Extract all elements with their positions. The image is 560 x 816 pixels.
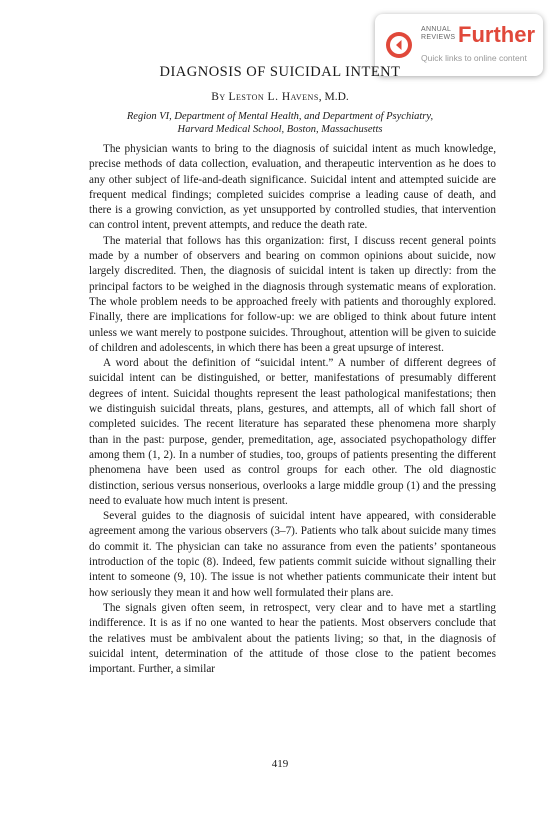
paragraph-3: A word about the definition of “suicidal intent.” A number of different degrees of suicidal intent can be distinguished, or better, manifestations of presumably different degrees of intent. Suicidal thoughts represent the least pathological manifestations; then we distinguish suicidal threats, plans, gestures, and attempts, all of which fall short of completed suicides. The recent literature has separated these phenomena more sharply than in the past: purpose, gender, premeditation, age, associated psychopathology differ among them (1, 2). In a number of studies, too, groups of patients presenting the different phenomena have been used as control groups for each other. The old diagnostic distinction, serious versus nonserious, overlooks a large middle group (1) and the pressing need to evaluate how much intent is present.	[89, 357, 496, 507]
article-author	[0, 91, 560, 103]
paragraph-5: The signals given often seem, in retrospect, very clear and to have met a startling indifference. It is as if no one wanted to hear the patients. Most observers conclude that the relatives must be ambivalent about the patients living; so that, in the diagnosis of suicidal intent, determination of the attitude of those close to the patient becomes important. Further, a similar	[89, 601, 496, 676]
badge-further-label: Further	[458, 22, 535, 47]
article-body	[89, 142, 496, 677]
page-number: 419	[271, 758, 289, 770]
paragraph-1: The physician wants to bring to the diagnosis of suicidal intent as much knowledge, precise methods of data collection, evaluation, and therapeutic intervention as he does to any other subject of life-and-death significance. Suicidal intent and attempted suicide are frequent medical findings; completed suicides comprise a leading cause of death, and there is a growing conviction, as yet unsupported by controlled studies, that intervention can control intent, prevent attempts, and reduce the death rate.	[89, 143, 496, 232]
badge-annual-reviews	[421, 26, 455, 42]
paragraph-4: Several guides to the diagnosis of suicidal intent have appeared, with considerable agreement among the various observers (3–7). Patients who talk about suicide many times do commit it. The physician can take no assurance from even the patients’ spontaneous introduction of the topic (8). Indeed, few patients commit suicide without signalling their intent to someone (9, 10). The issue is not whether patients communicate their intent but how seriously they mean it and how well formulated their plans are.	[89, 510, 496, 599]
badge-quick-links[interactable]: Quick links to online content	[421, 53, 527, 63]
author-prefix: By	[211, 91, 226, 103]
affiliation-line-1: Region VI, Department of Mental Health, and Department of Psychiatry,	[126, 111, 434, 122]
affiliation-line-2: Harvard Medical School, Boston, Massachusetts	[177, 124, 383, 135]
badge-annual-line2: REVIEWS	[421, 34, 456, 41]
author-name: Leston L. Havens	[228, 91, 319, 103]
author-degree: , M.D.	[318, 91, 349, 103]
article-title: DIAGNOSIS OF SUICIDAL INTENT	[159, 64, 401, 80]
annual-reviews-logo-icon	[385, 31, 413, 59]
paragraph-2: The material that follows has this organization: first, I discuss recent general points made by a number of observers and bearing on common opinions about suicide, now largely discredited. Then, the diagnosis of suicidal intent is taken up directly: from the principal factors to be weighed in the diagnosis through systematic means of exploration. The whole problem needs to be approached freely with patients and thoroughly explored. Finally, there are implications for follow-up: we are obliged to think about future intent unless we want merely to postpone suicides. Throughout, attention will be given to suicide of children and adolescents, in which there has been a great upsurge of interest.	[89, 234, 496, 354]
author-affiliation	[0, 110, 560, 136]
badge-annual-line1: ANNUAL	[421, 26, 452, 33]
